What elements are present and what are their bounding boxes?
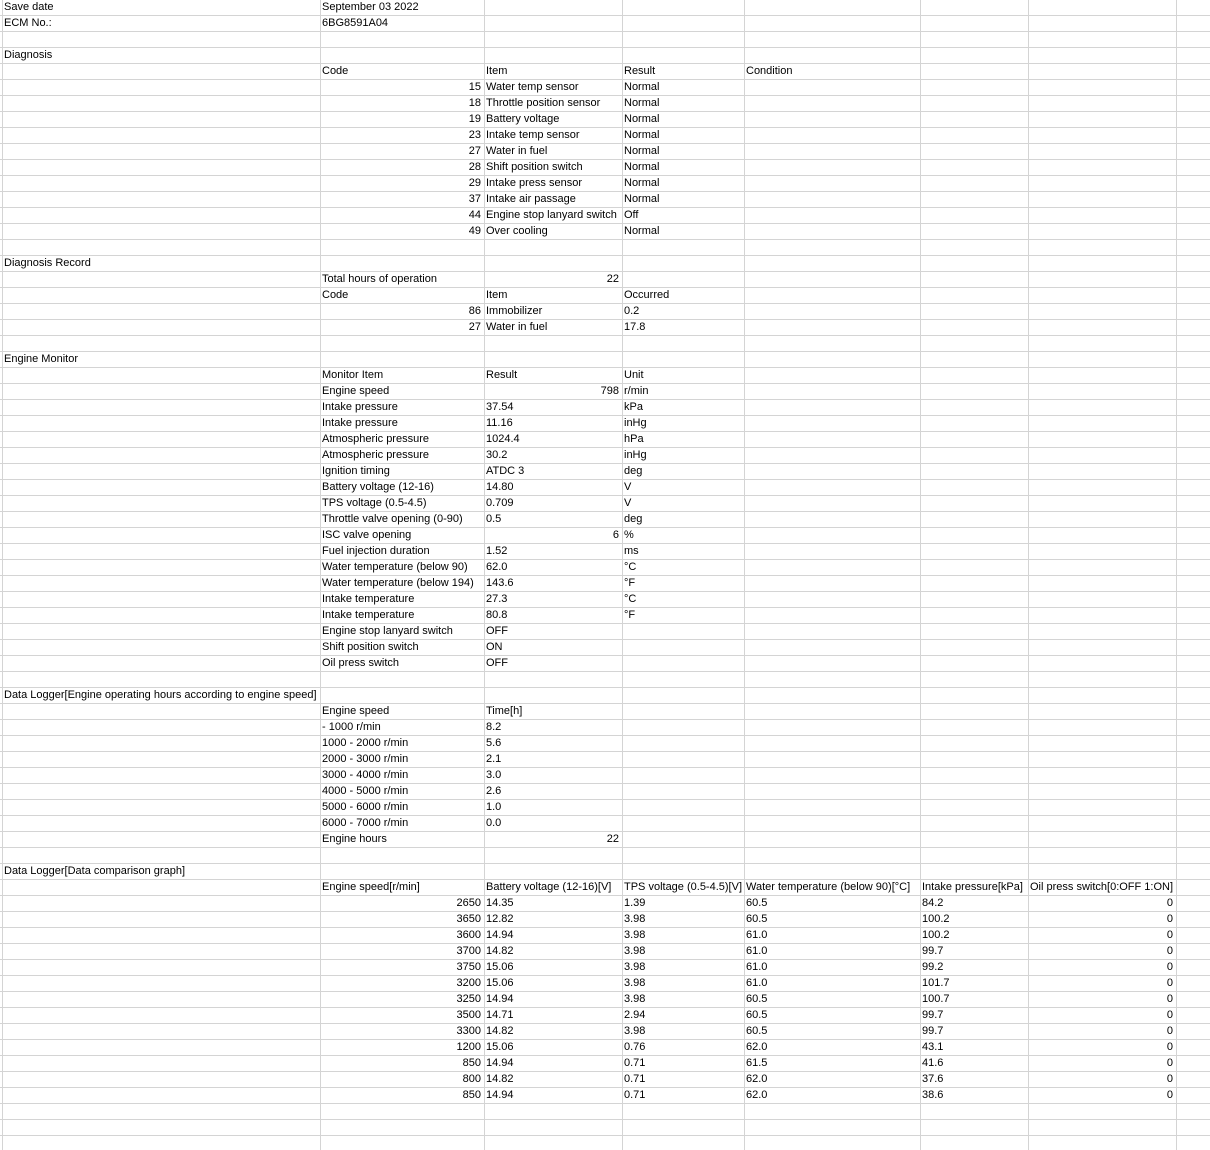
logger-graph-header: Intake pressure[kPa] [922, 881, 1023, 893]
logger-graph-cell: 3600 [456, 929, 481, 941]
diagnosis-item-cell: Throttle position sensor [486, 97, 601, 109]
monitor-result-cell: 0.5 [486, 513, 502, 525]
monitor-result-cell: OFF [486, 657, 508, 669]
logger-graph-cell: 3500 [456, 1009, 481, 1021]
monitor-unit-cell: ms [624, 545, 639, 557]
monitor-item-cell: Ignition timing [322, 465, 390, 477]
logger-graph-cell: 3.98 [624, 977, 646, 989]
diagnosis-item-cell: Over cooling [486, 225, 548, 237]
logger-graph-cell: 62.0 [746, 1041, 768, 1053]
logger-hours-speed-cell: 1000 - 2000 r/min [322, 737, 409, 749]
logger-graph-cell: 3300 [456, 1025, 481, 1037]
logger-hours-section-title: Data Logger[Engine operating hours according to engine speed] [4, 689, 317, 701]
logger-graph-cell: 15.06 [486, 961, 514, 973]
logger-graph-cell: 0.71 [624, 1073, 646, 1085]
logger-hours-speed-cell: 5000 - 6000 r/min [322, 801, 409, 813]
logger-graph-cell: 61.0 [746, 977, 768, 989]
save-date-label: Save date [4, 1, 54, 13]
record-header-occurred: Occurred [624, 289, 670, 301]
monitor-result-cell: 1.52 [486, 545, 508, 557]
logger-graph-cell: 0 [1166, 945, 1173, 957]
diagnosis-result-cell: Normal [624, 129, 660, 141]
logger-graph-cell: 60.5 [746, 913, 768, 925]
logger-graph-cell: 14.82 [486, 1025, 514, 1037]
logger-graph-cell: 99.7 [922, 1025, 944, 1037]
monitor-header-unit: Unit [624, 369, 644, 381]
monitor-unit-cell: kPa [624, 401, 643, 413]
engine-hours-label: Engine hours [322, 833, 387, 845]
total-hours-value: 22 [606, 273, 619, 285]
record-item-cell: Water in fuel [486, 321, 548, 333]
monitor-unit-cell: °F [624, 609, 636, 621]
logger-graph-cell: 0.71 [624, 1057, 646, 1069]
logger-graph-cell: 15.06 [486, 977, 514, 989]
logger-graph-cell: 0 [1166, 897, 1173, 909]
logger-graph-cell: 2650 [456, 897, 481, 909]
logger-graph-cell: 14.94 [486, 1057, 514, 1069]
monitor-item-cell: Intake pressure [322, 417, 398, 429]
logger-graph-cell: 3.98 [624, 1025, 646, 1037]
diagnosis-result-cell: Normal [624, 113, 660, 125]
monitor-result-cell: 143.6 [486, 577, 514, 589]
monitor-item-cell: Throttle valve opening (0-90) [322, 513, 463, 525]
logger-graph-cell: 101.7 [922, 977, 950, 989]
diagnosis-section-title: Diagnosis [4, 49, 53, 61]
monitor-unit-cell: deg [624, 465, 643, 477]
monitor-result-cell: OFF [486, 625, 508, 637]
engine-hours-value: 22 [606, 833, 619, 845]
monitor-unit-cell [622, 656, 744, 671]
logger-graph-cell: 100.2 [922, 913, 950, 925]
monitor-item-cell: Battery voltage (12-16) [322, 481, 434, 493]
diagnosis-code-cell: 28 [468, 161, 481, 173]
diagnosis-code-cell: 19 [468, 113, 481, 125]
diagnosis-item-cell: Intake air passage [486, 193, 576, 205]
logger-hours-speed-cell: 3000 - 4000 r/min [322, 769, 409, 781]
total-hours-label: Total hours of operation [322, 273, 437, 285]
logger-graph-cell: 61.0 [746, 961, 768, 973]
ecm-value: 6BG8591A04 [322, 17, 389, 29]
monitor-unit-cell: r/min [624, 385, 649, 397]
logger-hours-time-cell: 8.2 [486, 721, 502, 733]
diagnosis-header-item: Item [486, 65, 508, 77]
monitor-item-cell: Fuel injection duration [322, 545, 430, 557]
logger-graph-cell: 0 [1166, 1089, 1173, 1101]
logger-graph-cell: 1.39 [624, 897, 646, 909]
diagnosis-item-cell: Water temp sensor [486, 81, 579, 93]
logger-hours-time-cell: 2.1 [486, 753, 502, 765]
logger-graph-cell: 12.82 [486, 913, 514, 925]
logger-graph-cell: 3.98 [624, 929, 646, 941]
monitor-item-cell: TPS voltage (0.5-4.5) [322, 497, 427, 509]
logger-hours-speed-cell: 4000 - 5000 r/min [322, 785, 409, 797]
diagnosis-code-cell: 44 [468, 209, 481, 221]
monitor-unit-cell [622, 624, 744, 639]
diagnosis-item-cell: Intake temp sensor [486, 129, 580, 141]
diagnosis-result-cell: Normal [624, 81, 660, 93]
record-item-cell: Immobilizer [486, 305, 543, 317]
logger-hours-time-cell: 2.6 [486, 785, 502, 797]
logger-graph-cell: 0 [1166, 913, 1173, 925]
monitor-unit-cell: deg [624, 513, 643, 525]
logger-graph-cell: 0 [1166, 1041, 1173, 1053]
record-occurred-cell: 0.2 [624, 305, 640, 317]
monitor-result-cell: 62.0 [486, 561, 508, 573]
record-header-code: Code [322, 289, 349, 301]
logger-graph-cell: 0 [1166, 961, 1173, 973]
logger-graph-cell: 3750 [456, 961, 481, 973]
logger-hours-speed-cell: - 1000 r/min [322, 721, 381, 733]
ecm-label: ECM No.: [4, 17, 52, 29]
logger-graph-cell: 99.2 [922, 961, 944, 973]
logger-graph-cell: 14.35 [486, 897, 514, 909]
record-header-item: Item [486, 289, 508, 301]
monitor-unit-cell: hPa [624, 433, 644, 445]
monitor-item-cell: Oil press switch [322, 657, 400, 669]
diagnosis-result-cell: Normal [624, 97, 660, 109]
logger-graph-cell: 3.98 [624, 945, 646, 957]
monitor-result-cell: 37.54 [486, 401, 514, 413]
logger-hours-time-cell: 3.0 [486, 769, 502, 781]
logger-graph-cell: 0 [1166, 1057, 1173, 1069]
logger-hours-time-cell: 5.6 [486, 737, 502, 749]
monitor-item-cell: Intake pressure [322, 401, 398, 413]
logger-graph-cell: 850 [462, 1057, 481, 1069]
monitor-unit-cell: V [624, 497, 632, 509]
logger-graph-cell: 3.98 [624, 961, 646, 973]
logger-graph-cell: 61.5 [746, 1057, 768, 1069]
logger-graph-header: Engine speed[r/min] [322, 881, 420, 893]
diagnosis-code-cell: 15 [468, 81, 481, 93]
logger-graph-cell: 14.82 [486, 945, 514, 957]
monitor-result-cell: 80.8 [486, 609, 508, 621]
diagnosis-item-cell: Water in fuel [486, 145, 548, 157]
logger-graph-cell: 62.0 [746, 1089, 768, 1101]
diagnosis-result-cell: Normal [624, 177, 660, 189]
monitor-item-cell: Intake temperature [322, 593, 415, 605]
monitor-unit-cell: inHg [624, 417, 647, 429]
record-occurred-cell: 17.8 [624, 321, 646, 333]
logger-graph-cell: 0.71 [624, 1089, 646, 1101]
logger-graph-cell: 0 [1166, 1073, 1173, 1085]
logger-hours-speed-cell: 2000 - 3000 r/min [322, 753, 409, 765]
logger-graph-cell: 0 [1166, 993, 1173, 1005]
diagnosis-header-code: Code [322, 65, 349, 77]
diagnosis-result-cell: Normal [624, 225, 660, 237]
monitor-result-cell: 11.16 [486, 417, 513, 429]
logger-graph-cell: 38.6 [922, 1089, 944, 1101]
logger-graph-cell: 15.06 [486, 1041, 514, 1053]
monitor-result-cell: 0.709 [486, 497, 514, 509]
logger-graph-cell: 14.94 [486, 993, 514, 1005]
logger-graph-cell: 850 [462, 1089, 481, 1101]
diagnosis-code-cell: 18 [468, 97, 481, 109]
logger-graph-cell: 0 [1166, 977, 1173, 989]
save-date-value: September 03 2022 [322, 1, 419, 13]
logger-graph-cell: 99.7 [922, 945, 944, 957]
logger-graph-cell: 14.94 [486, 929, 514, 941]
logger-graph-cell: 3650 [456, 913, 481, 925]
logger-graph-cell: 14.94 [486, 1089, 514, 1101]
logger-hours-time-cell: 0.0 [486, 817, 502, 829]
monitor-item-cell: Engine stop lanyard switch [322, 625, 453, 637]
diagnosis-item-cell: Intake press sensor [486, 177, 582, 189]
diagnosis-record-section-title: Diagnosis Record [4, 257, 91, 269]
logger-graph-cell: 60.5 [746, 993, 768, 1005]
monitor-item-cell: Atmospheric pressure [322, 433, 429, 445]
logger-graph-cell: 99.7 [922, 1009, 944, 1021]
logger-graph-cell: 43.1 [922, 1041, 944, 1053]
monitor-result-cell: 1024.4 [486, 433, 520, 445]
diagnosis-item-cell: Engine stop lanyard switch [486, 209, 617, 221]
record-code-cell: 86 [468, 305, 481, 317]
monitor-header-item: Monitor Item [322, 369, 384, 381]
monitor-item-cell: Water temperature (below 194) [322, 577, 474, 589]
monitor-result-cell: 14.80 [486, 481, 514, 493]
monitor-header-result: Result [486, 369, 518, 381]
monitor-item-cell: ISC valve opening [322, 529, 412, 541]
logger-graph-cell: 0.76 [624, 1041, 646, 1053]
logger-graph-cell: 0 [1166, 1009, 1173, 1021]
monitor-unit-cell [622, 640, 744, 655]
record-code-cell: 27 [468, 321, 481, 333]
monitor-item-cell: Engine speed [322, 385, 390, 397]
monitor-item-cell: Atmospheric pressure [322, 449, 429, 461]
diagnosis-result-cell: Normal [624, 161, 660, 173]
monitor-item-cell: Intake temperature [322, 609, 415, 621]
logger-graph-cell: 61.0 [746, 929, 768, 941]
monitor-result-cell: ON [486, 641, 503, 653]
monitor-unit-cell: °C [624, 561, 637, 573]
logger-graph-cell: 62.0 [746, 1073, 768, 1085]
monitor-result-cell: 798 [600, 385, 619, 397]
logger-graph-cell: 61.0 [746, 945, 768, 957]
logger-graph-header: Battery voltage (12-16)[V] [486, 881, 612, 893]
logger-graph-cell: 37.6 [922, 1073, 944, 1085]
logger-graph-header: Water temperature (below 90)[°C] [746, 881, 911, 893]
monitor-item-cell: Shift position switch [322, 641, 419, 653]
monitor-unit-cell: inHg [624, 449, 647, 461]
diagnosis-result-cell: Off [624, 209, 639, 221]
diagnosis-code-cell: 23 [468, 129, 481, 141]
diagnosis-result-cell: Normal [624, 145, 660, 157]
engine-monitor-section-title: Engine Monitor [4, 353, 78, 365]
diagnosis-item-cell: Shift position switch [486, 161, 583, 173]
logger-graph-cell: 3700 [456, 945, 481, 957]
monitor-result-cell: 27.3 [486, 593, 508, 605]
diagnosis-code-cell: 29 [468, 177, 481, 189]
logger-graph-cell: 84.2 [922, 897, 944, 909]
logger-hours-header-time: Time[h] [486, 705, 523, 717]
logger-graph-section-title: Data Logger[Data comparison graph] [4, 865, 185, 877]
monitor-unit-cell: V [624, 481, 632, 493]
monitor-result-cell: ATDC 3 [486, 465, 525, 477]
diagnosis-header-result: Result [624, 65, 656, 77]
logger-hours-header-speed: Engine speed [322, 705, 390, 717]
diagnosis-header-condition: Condition [746, 65, 793, 77]
diagnosis-item-cell: Battery voltage [486, 113, 560, 125]
logger-graph-cell: 3.98 [624, 993, 646, 1005]
diagnosis-result-cell: Normal [624, 193, 660, 205]
logger-graph-cell: 3250 [456, 993, 481, 1005]
monitor-unit-cell: % [624, 529, 634, 541]
logger-hours-speed-cell: 6000 - 7000 r/min [322, 817, 409, 829]
logger-graph-cell: 14.71 [486, 1009, 514, 1021]
logger-graph-cell: 2.94 [624, 1009, 646, 1021]
logger-graph-cell: 0 [1166, 1025, 1173, 1037]
logger-graph-cell: 3200 [456, 977, 481, 989]
logger-graph-cell: 60.5 [746, 1025, 768, 1037]
monitor-unit-cell: °F [624, 577, 636, 589]
monitor-result-cell: 30.2 [486, 449, 508, 461]
logger-graph-cell: 60.5 [746, 1009, 768, 1021]
logger-graph-cell: 41.6 [922, 1057, 944, 1069]
diagnosis-code-cell: 37 [468, 193, 481, 205]
logger-graph-cell: 14.82 [486, 1073, 514, 1085]
logger-graph-header: Oil press switch[0:OFF 1:ON] [1030, 881, 1174, 893]
logger-graph-cell: 100.2 [922, 929, 950, 941]
logger-graph-header: TPS voltage (0.5-4.5)[V] [624, 881, 742, 893]
logger-graph-cell: 800 [462, 1073, 481, 1085]
monitor-result-cell: 6 [612, 529, 619, 541]
diagnosis-code-cell: 27 [468, 145, 481, 157]
logger-graph-cell: 100.7 [922, 993, 950, 1005]
logger-graph-cell: 3.98 [624, 913, 646, 925]
logger-hours-time-cell: 1.0 [486, 801, 502, 813]
logger-graph-cell: 1200 [456, 1041, 481, 1053]
diagnosis-code-cell: 49 [468, 225, 481, 237]
monitor-item-cell: Water temperature (below 90) [322, 561, 468, 573]
monitor-unit-cell: °C [624, 593, 637, 605]
logger-graph-cell: 0 [1166, 929, 1173, 941]
logger-graph-cell: 60.5 [746, 897, 768, 909]
